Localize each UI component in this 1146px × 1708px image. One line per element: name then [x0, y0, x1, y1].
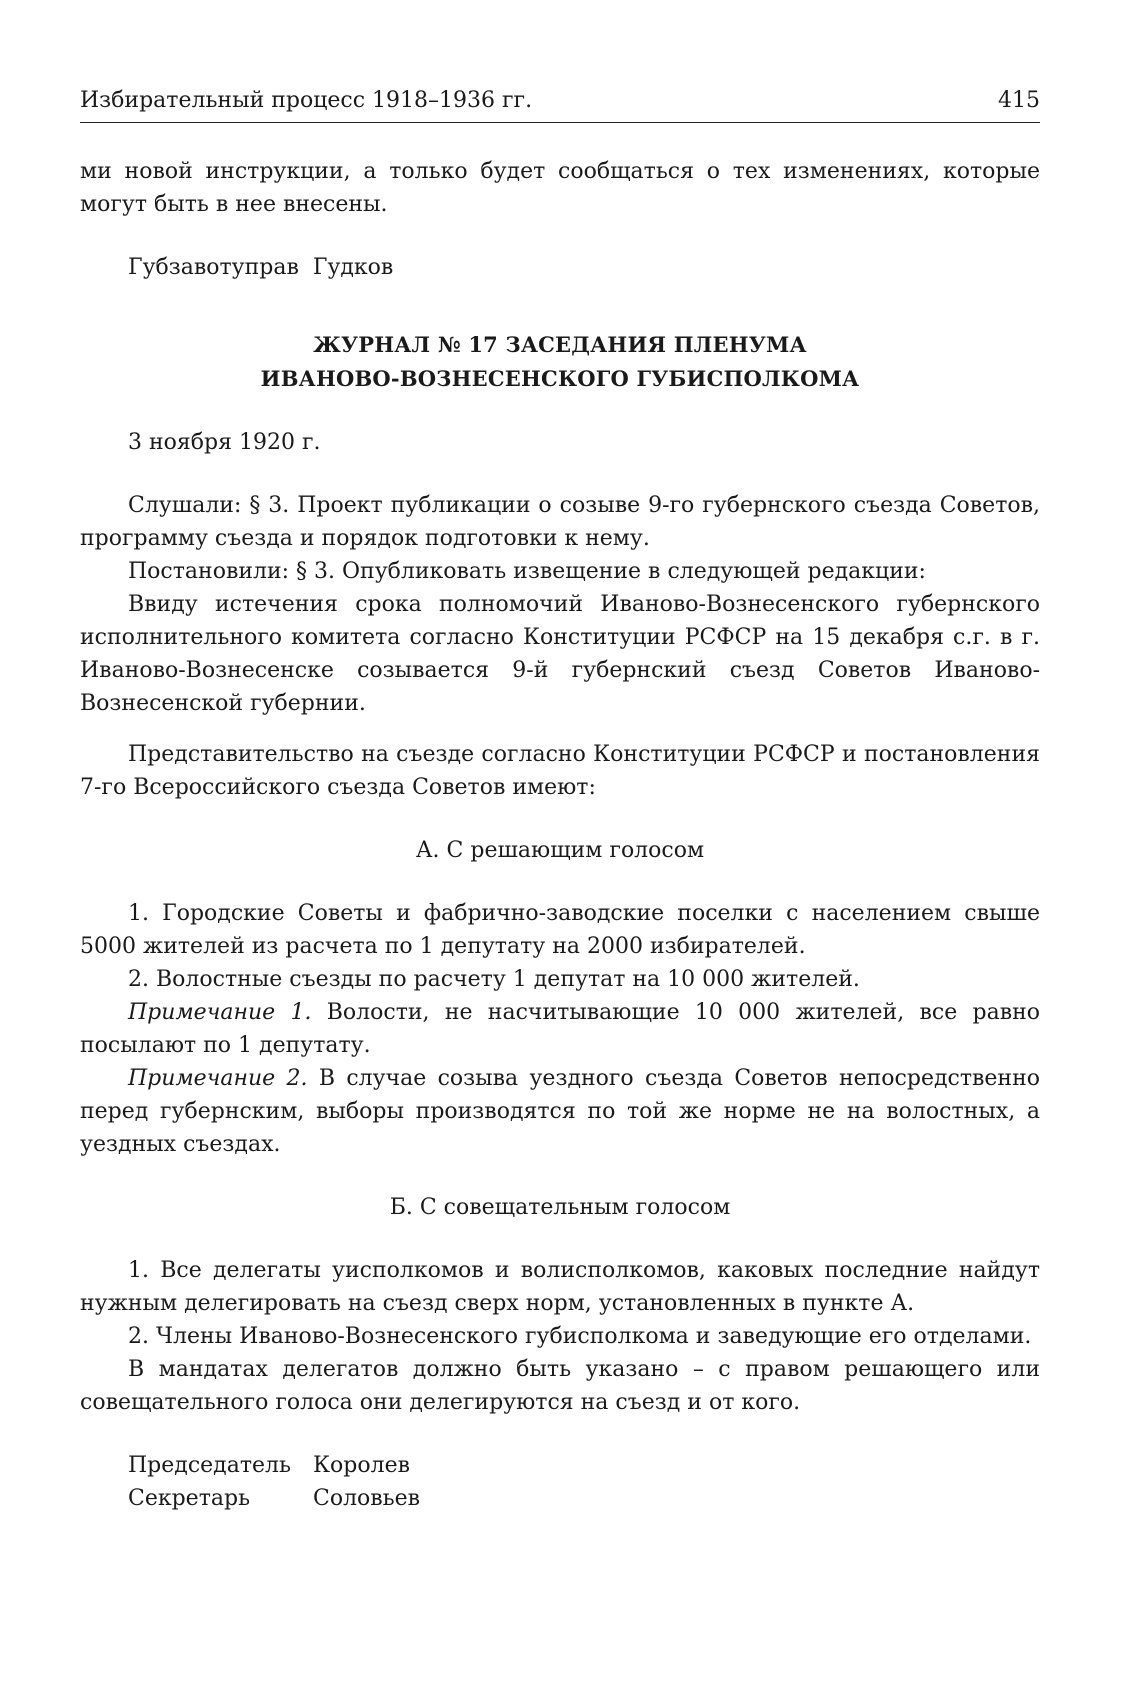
page-number: 415	[998, 88, 1040, 113]
section-a-note-2	[80, 1062, 1040, 1161]
note-2-label: Примечание 2.	[128, 1066, 308, 1091]
signature-top	[80, 251, 1040, 284]
section-b-item-2: 2. Члены Иваново-Вознесенского губисполкома и заведующие его отделами.	[128, 1324, 1032, 1349]
notice-paragraph-2: Представительство на съезде согласно Конституции РСФСР и постановления 7-го Всероссийского съезда Советов имеют:	[80, 742, 1040, 800]
journal-title-line2: ИВАНОВО-ВОЗНЕСЕНСКОГО ГУБИСПОЛКОМА	[260, 366, 860, 391]
note-1-label: Примечание 1.	[128, 1000, 312, 1025]
signatures-block	[80, 1449, 1040, 1515]
section-a-item-1: 1. Городские Советы и фабрично-заводские поселки с населением свыше 5000 жителей из расчета по 1 депутату на 2000 избирателей.	[80, 901, 1040, 959]
document-page	[80, 78, 1040, 1515]
document-body	[80, 155, 1040, 1515]
section-b-title: Б. С совещательным голосом	[389, 1195, 731, 1220]
journal-date: 3 ноября 1920 г.	[128, 430, 321, 455]
resolved-paragraph: Постановили: § 3. Опубликовать извещение в следующей редакции:	[128, 559, 926, 584]
notice-paragraph-1: Ввиду истечения срока полномочий Иваново-Вознесенского губернского исполнительного комитета согласно Конституции РСФСР на 15 декабря с.г. в г. Иваново-Вознесенске созывается 9-й губернский съезд Советов Иваново-Вознесенской губернии.	[80, 592, 1040, 716]
mandate-paragraph: В мандатах делегатов должно быть указано – с правом решающего или совещательного голоса они делегируются на съезд и от кого.	[80, 1357, 1040, 1415]
section-a-item-2: 2. Волостные съезды по расчету 1 депутат на 10 000 жителей.	[128, 967, 860, 992]
journal-heading	[80, 328, 1040, 396]
signature-top-role: Губзавотуправ	[128, 255, 299, 280]
journal-title-line1: ЖУРНАЛ № 17 ЗАСЕДАНИЯ ПЛЕНУМА	[313, 332, 807, 357]
signature-top-name: Гудков	[312, 255, 394, 280]
signature-secretary	[80, 1482, 1040, 1515]
running-title: Избирательный процесс 1918–1936 гг.	[80, 88, 533, 113]
note-1-text: Волости, не насчитывающие 10 000 жителей, все равно посылают по 1 депутату.	[80, 1000, 1040, 1058]
section-b-item-1: 1. Все делегаты уисполкомов и волисполкомов, каковых последние найдут нужным делегировать на съезд сверх норм, установленных в пункте А.	[80, 1258, 1040, 1316]
signature-name: Соловьев	[313, 1486, 421, 1511]
note-2-text: В случае созыва уездного съезда Советов непосредственно перед губернским, выборы производятся по той же норме не на волостных, а уездных съездах.	[80, 1066, 1040, 1157]
section-a-note-1	[80, 996, 1040, 1062]
running-header	[80, 78, 1040, 123]
signature-role: Секретарь	[128, 1486, 251, 1511]
heard-paragraph: Слушали: § 3. Проект публикации о созыве 9-го губернского съезда Советов, программу съезда и порядок подготовки к нему.	[80, 493, 1040, 551]
signature-chairman	[80, 1449, 1040, 1482]
section-a-title: А. С решающим голосом	[415, 838, 705, 863]
signature-role: Председатель	[128, 1453, 291, 1478]
continuation-paragraph: ми новой инструкции, а только будет сообщаться о тех изменениях, которые могут быть в нее внесены.	[80, 159, 1040, 217]
signature-name: Королев	[313, 1453, 410, 1478]
